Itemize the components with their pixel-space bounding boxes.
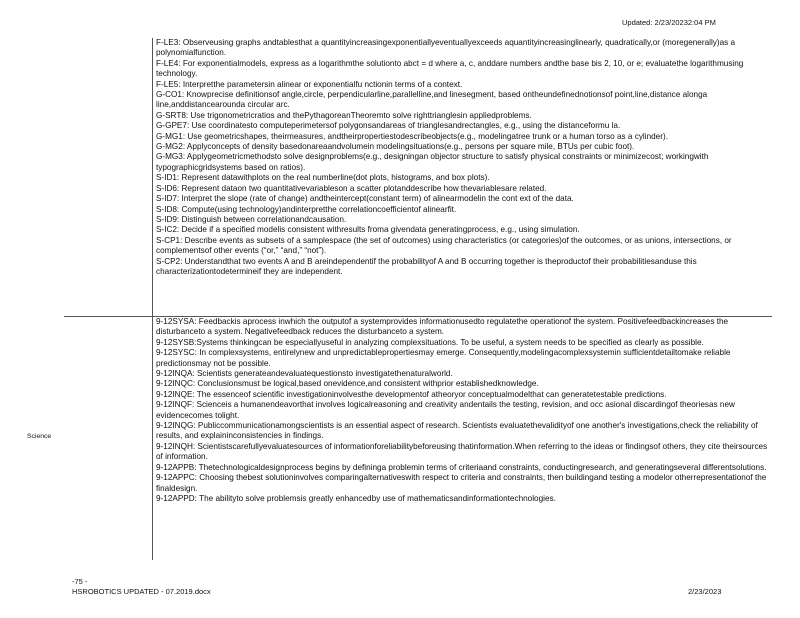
subject-label-science: Science xyxy=(27,433,52,440)
standard-g-mg2: G-MG2: Applyconcepts of density basedonareaandvolumein modelingsituations(e.g., persons per square mile, BTUs per cubic foot). xyxy=(156,142,635,152)
standard-9-12inqa: 9-12INQA: Scientists generateandevaluatequestionsto investigatethenaturalworld. xyxy=(156,369,453,379)
standard-g-co1: G-CO1: Knowprecise definitionsof angle,circle, perpendicularline,parallelline,and linesegment, based ontheundefinednotionsof point,line,distance alonga line,anddistancearounda circular arc. xyxy=(156,90,708,110)
standard-s-cp2: S-CP2: Understandthat two events A and B areindependentif the probabilityof A and B occurring together is theproductof their probabilitiesanduse this characterizationtodetermineif they are independent. xyxy=(156,256,697,276)
science-standards-cell xyxy=(156,317,770,504)
standard-g-mg1: G-MG1: Use geometricshapes, theirmeasures, andtheirpropertiestodescribeobjects(e.g., modelingatree trunk or a human torso as a cylinder). xyxy=(156,131,668,141)
standard-s-id8: S-ID8: Compute(using technology)andinterpretthe correlationcoefficientof alinearfit. xyxy=(156,204,457,214)
standard-f-le3: F-LE3: Observeusing graphs andtablesthat a quantityincreasingexponentiallyeventuallyexceeds aquantityincreasinglinearly, quadratically,or (moregenerally)as a polynomialfunction. xyxy=(156,38,736,58)
standard-f-le5: F-LE5: Interpretthe parametersin alinear or exponentialfu nctionin terms of a context. xyxy=(156,79,463,89)
standard-9-12sysc: 9-12SYSC: In complexsystems, entirelynew and unpredictablepropertiesmay emerge. Consequently,modelingacomplexsystemin sufficientdetailtomake reliable predictionsmay not be possible. xyxy=(156,348,731,368)
footer-filename: HSROBOTICS UPDATED - 07.2019.docx xyxy=(72,587,211,596)
standard-9-12sysa: 9-12SYSA: Feedbackis aprocess inwhich the outputof a systemprovides informationusedto regulatethe operationof the system. Positivefeedbackincreases the disturbanceto a system. Negativefeedback reduces the disturbanceto a system. xyxy=(156,317,729,337)
standard-s-ic2: S-IC2: Decide if a specified modelis consistent withresults froma givendata generatingprocess, e.g., using simulation. xyxy=(156,225,580,235)
standard-9-12appc: 9-12APPC: Choosing thebest solutioninvolves comparingalternativeswith respect to criteria and constraints, then buildingand testing a modelor otherrepresentationof the finaldesign. xyxy=(156,473,767,493)
standard-9-12inqg: 9-12INQG: Publiccommunicationamongscientists is an essential aspect of research. Scientists evaluatethevalidityof one another's investigations,check the reliability of results, and explaininconsistencies in findings. xyxy=(156,421,758,441)
standard-9-12inqf: 9-12INQF: Scienceis a humanendeavorthat involves logicalreasoning and creativity andentails the testing, revision, and occ asional discardingof theoriesas new evidencecomes tolight. xyxy=(156,400,735,420)
table-left-border xyxy=(152,38,153,560)
standard-9-12inqh: 9-12INQH: Scientistscarefullyevaluatesources of informationforeliabilitybeforeusing thatinformation.When referring to the ideas or findingsof others, they cite theirsources of information. xyxy=(156,441,768,462)
standard-s-cp1: S-CP1: Describe events as subsets of a samplespace (the set of outcomes) using characteristics (or categories)of the outcomes, or as unions, intersections, or complementsof other events (“or,” “and,” “not”). xyxy=(156,235,732,256)
standard-9-12appd: 9-12APPD: The abilityto solve problemsis greatly enhancedby use of mathematicsandinformationtechnologies. xyxy=(156,493,556,503)
standard-s-id9: S-ID9: Distinguish between correlationandcausation. xyxy=(156,214,347,224)
standard-s-id6: S-ID6: Represent dataon two quantitativevariableson a scatter plotanddescribe how thevariablesare related. xyxy=(156,183,547,193)
footer-date: 2/23/2023 xyxy=(688,587,722,596)
standard-9-12sysb: 9-12SYSB:Systems thinkingcan be especiallyuseful in analyzing complexsituations. To be useful, a system needs to be specified as clearly as possible. xyxy=(156,337,704,347)
math-standards-cell xyxy=(156,38,770,277)
standard-9-12appb: 9-12APPB: Thetechnologicaldesignprocess begins by defininga problemin terms of criteriaand constraints, conductingresearch, and generatingseveral differentsolutions. xyxy=(156,462,767,472)
standard-s-id7: S-ID7: Interpret the slope (rate of change) andtheintercept(constant term) of alinearmodelin the cont ext of the data. xyxy=(156,194,574,204)
standard-9-12inqe: 9-12INQE: The essenceof scientific investigationinvolvesthe developmentof atheoryor conceptualmodelthat can generatetestable predictions. xyxy=(156,389,667,399)
page-number: -75 - xyxy=(72,577,88,586)
standard-g-gpe7: G-GPE7: Use coordinatesto computeperimetersof polygonsandareas of trianglesandrectangles, e.g., using the distanceformu la. xyxy=(156,121,621,131)
standard-9-12inqc: 9-12INQC: Conclusionsmust be logical,based onevidence,and consistent withprior establishedknowledge. xyxy=(156,379,539,389)
standard-g-mg3: G-MG3: Applygeometricmethodsto solve designproblems(e.g., designingan objector structure to satisfy physical constraints or minimizecost; workingwith typographicgridsystems based on ratios). xyxy=(156,152,709,172)
standard-s-id1: S-ID1: Represent datawithplots on the real numberline(dot plots, histograms, and box plots). xyxy=(156,173,490,183)
standard-g-srt8: G-SRT8: Use trigonometricratios and thePythagoreanTheoremto solve righttrianglesin appliedproblems. xyxy=(156,110,532,120)
updated-timestamp: Updated: 2/23/20232:04 PM xyxy=(622,18,716,27)
standard-f-le4: F-LE4: For exponentialmodels, express as a logarithmthe solutionto abct = d where a, c, anddare numbers andthe base bis 2, 10, or e; evaluatethe logarithmusing technology. xyxy=(156,58,744,79)
